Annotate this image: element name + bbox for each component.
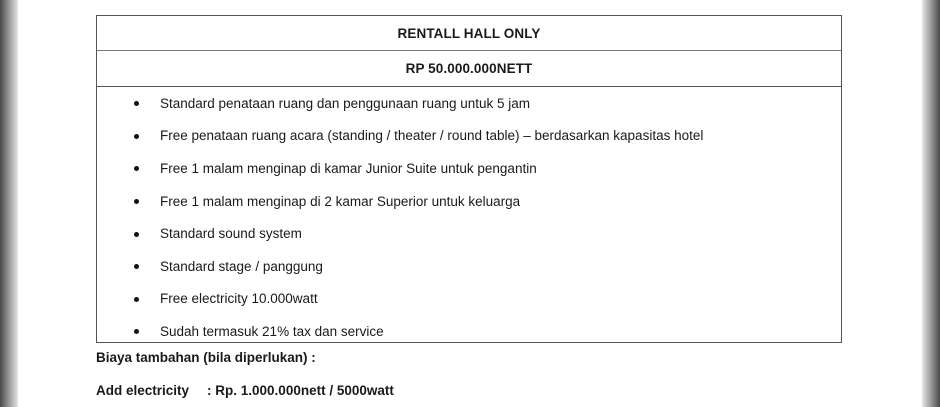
bullet-icon	[134, 297, 139, 302]
package-items	[97, 87, 841, 348]
list-item	[97, 185, 841, 218]
bullet-icon	[134, 134, 139, 139]
list-item-text: Free penataan ruang acara (standing / theater / round table) – berdasarkan kapasitas hotel	[160, 128, 704, 144]
page-shadow-left	[0, 0, 18, 407]
list-item	[97, 120, 841, 153]
add-electricity-line	[96, 383, 394, 398]
list-item-text: Sudah termasuk 21% tax dan service	[160, 323, 384, 339]
bullet-icon	[134, 166, 139, 171]
list-item-text: Free electricity 10.000watt	[160, 291, 318, 307]
add-electricity-value: : Rp. 1.000.000nett / 5000watt	[207, 383, 394, 398]
add-electricity-label: Add electricity	[96, 383, 190, 398]
package-table	[96, 15, 842, 343]
additional-cost-heading: Biaya tambahan (bila diperlukan) :	[96, 350, 316, 365]
list-item-text: Standard penataan ruang dan penggunaan ruang untuk 5 jam	[160, 95, 531, 111]
list-item-text: Free 1 malam menginap di kamar Junior Suite untuk pengantin	[160, 160, 537, 176]
package-price: RP 50.000.000NETT	[97, 51, 841, 87]
list-item	[97, 152, 841, 185]
list-item	[97, 283, 841, 316]
list-item	[97, 315, 841, 348]
bullet-icon	[134, 199, 139, 204]
page-shadow-right	[922, 0, 940, 407]
list-item	[97, 217, 841, 250]
package-title: RENTALL HALL ONLY	[97, 16, 841, 51]
list-item-text: Standard sound system	[160, 226, 302, 242]
list-item	[97, 250, 841, 283]
bullet-icon	[134, 232, 139, 237]
bullet-icon	[134, 329, 139, 334]
list-item-text: Free 1 malam menginap di 2 kamar Superior untuk keluarga	[160, 193, 521, 209]
list-item-text: Standard stage / panggung	[160, 258, 323, 274]
list-item	[97, 87, 841, 120]
bullet-icon	[134, 101, 139, 106]
bullet-icon	[134, 264, 139, 269]
